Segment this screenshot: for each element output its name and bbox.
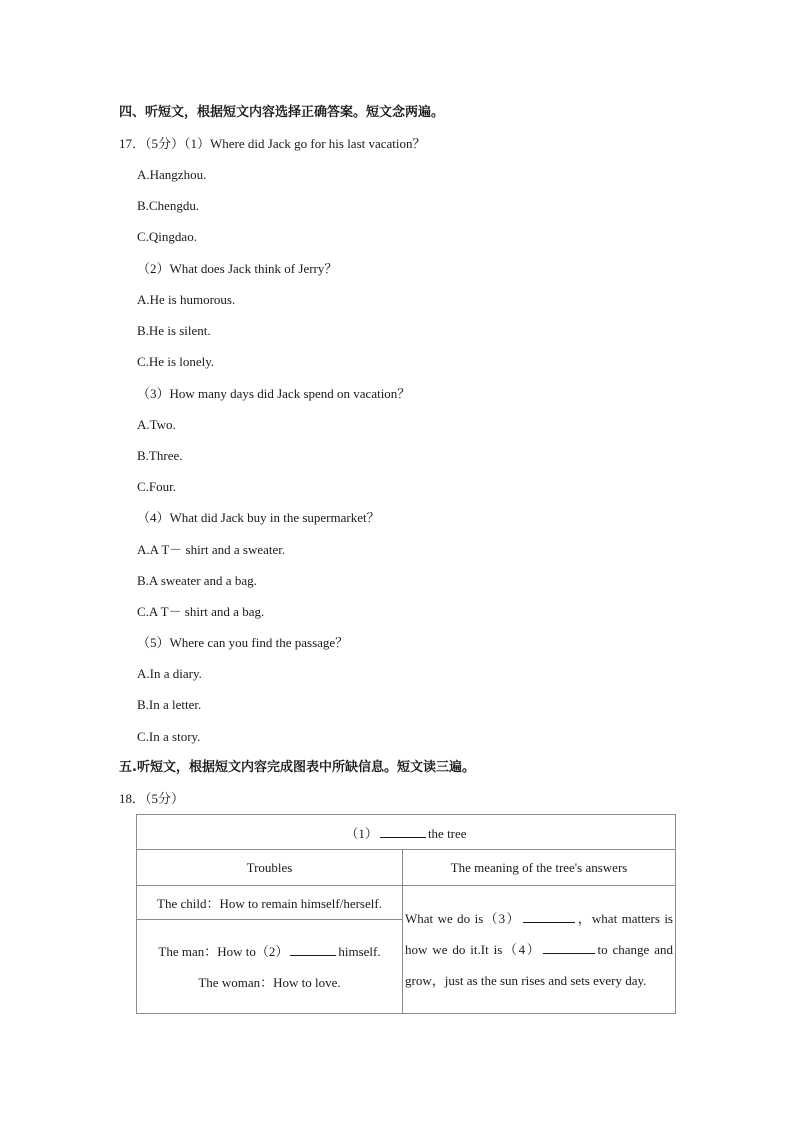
option-c: C.Qingdao. [137,229,197,244]
option-c: C.In a story. [137,729,201,744]
option-c: C.He is lonely. [137,354,215,369]
answer-text-1: What we do is（3） [405,911,521,926]
option-a: A.Hangzhou. [137,167,207,182]
question-text: （4）What did Jack buy in the supermarket？ [137,510,380,525]
answer-text-2: ，what matters is how we do it.It is（4） [405,911,673,957]
trouble-man [137,936,402,967]
info-table [136,814,676,1014]
answer-blank-4[interactable] [543,941,595,954]
trouble-man-suffix: himself. [338,943,381,959]
answer-blank-2[interactable] [290,943,336,956]
question-18-number: 18．（5分） [119,791,185,806]
question-17-line [119,135,426,153]
option-c: C.Four. [137,479,177,494]
option-b: B.In a letter. [137,697,202,712]
answer-meaning-cell [403,886,676,1014]
answer-blank-1[interactable] [380,825,426,838]
option-c: C.A T－ shirt and a bag. [137,604,265,619]
option-b: B.He is silent. [137,323,211,338]
blank-label: （1） [345,825,378,841]
option-a: A.A T－ shirt and a sweater. [137,542,286,557]
question-number: 17．（5分） [119,136,185,151]
trouble-man-woman-cell [137,920,403,1014]
column-header-meaning: The meaning of the tree's answers [403,850,676,886]
question-text: （5）Where can you find the passage？ [137,635,349,650]
option-b: B.Chengdu. [137,198,200,213]
option-b: B.A sweater and a bag. [137,573,257,588]
table-title-text: the tree [427,825,467,841]
trouble-man-prefix: The man：How to（2） [158,943,289,959]
option-a: A.He is humorous. [137,292,236,307]
section-5-heading: 五.听短文，根据短文内容完成图表中所缺信息。短文读三遍。 [119,760,475,775]
option-a: A.Two. [137,417,176,432]
answer-text-3: to change and grow，just as the sun rises and sets every day. [405,942,673,988]
question-text: （3）How many days did Jack spend on vacation？ [137,386,411,401]
answer-blank-3[interactable] [523,910,575,923]
option-b: B.Three. [137,448,183,463]
trouble-woman: The woman：How to love. [198,974,341,990]
column-header-troubles: Troubles [137,850,403,886]
table-title-cell [137,815,676,850]
section-4-heading: 四、听短文，根据短文内容选择正确答案。短文念两遍。 [119,105,445,120]
trouble-child: The child：How to remain himself/herself. [137,886,403,920]
question-text: （1）Where did Jack go for his last vacation？ [184,136,426,151]
question-text: （2）What does Jack think of Jerry？ [137,261,338,276]
option-a: A.In a diary. [137,666,202,681]
